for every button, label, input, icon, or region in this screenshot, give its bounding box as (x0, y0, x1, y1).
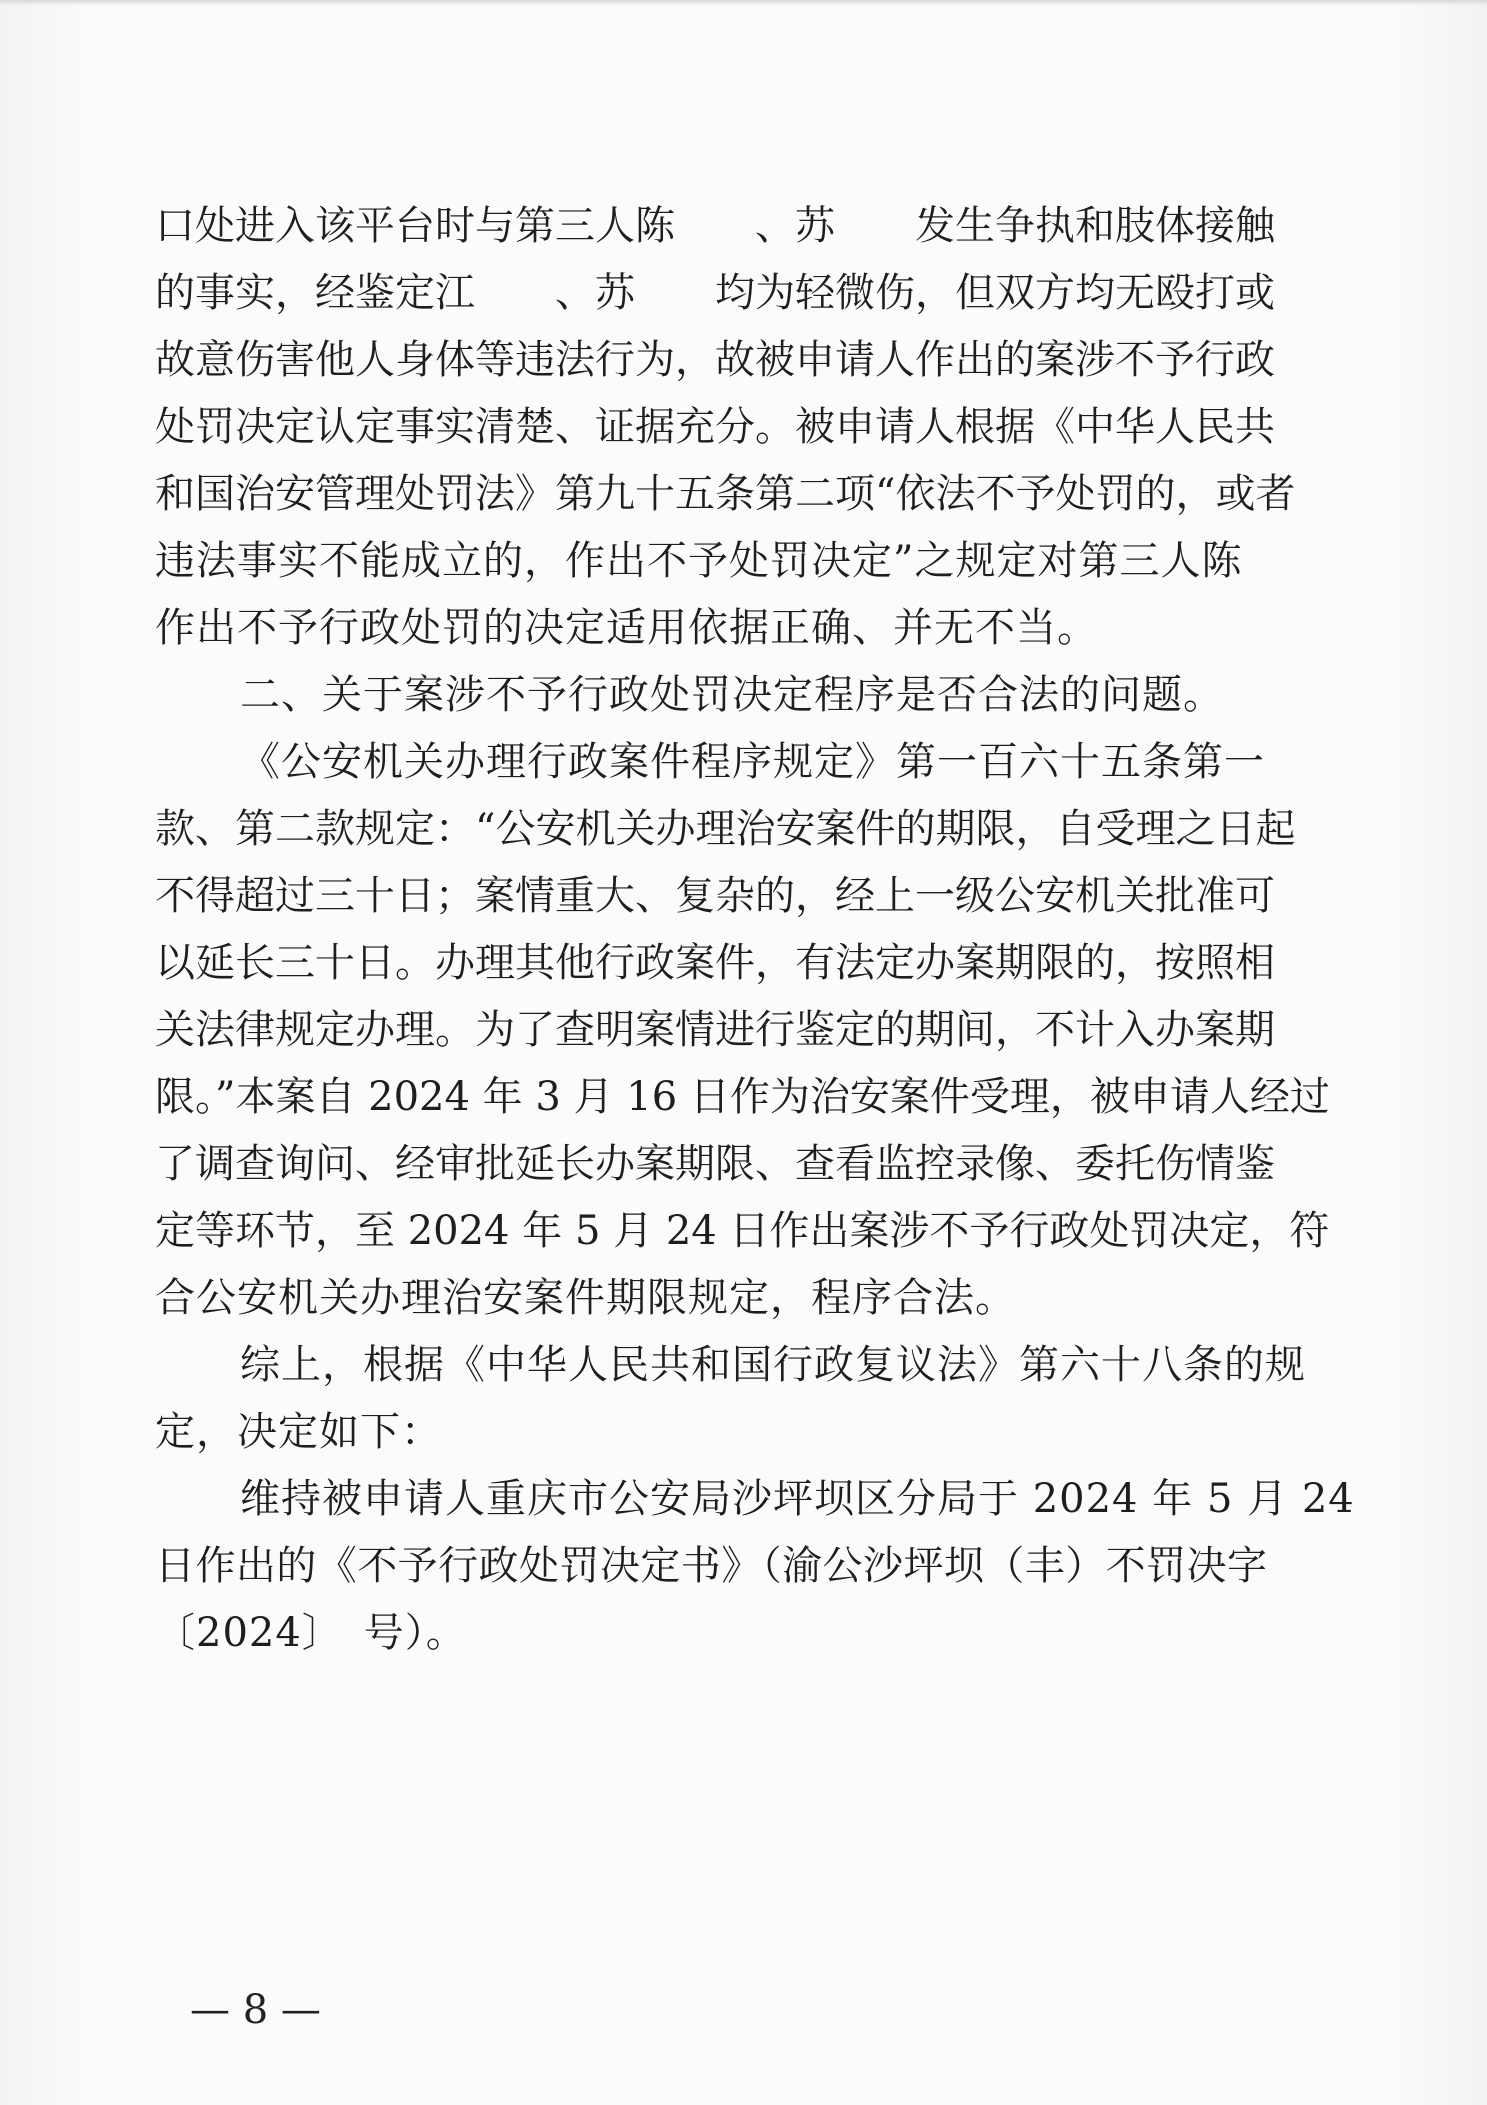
text-line: 不得超过三十日；案情重大、复杂的，经上一级公安机关批准可 (155, 873, 1275, 919)
text-line: 和国治安管理处罚法》第九十五条第二项“依法不予处罚的，或者 (155, 471, 1296, 517)
text-line: 定等环节，至 2024 年 5 月 24 日作出案涉不予行政处罚决定，符 (155, 1208, 1330, 1254)
text-line: 违法事实不能成立的，作出不予处罚决定”之规定对第三人陈 (155, 538, 1243, 584)
text-line: 款、第二款规定：“公安机关办理治安案件的期限，自受理之日起 (155, 806, 1296, 852)
text-line: 限。”本案自 2024 年 3 月 16 日作为治安案件受理，被申请人经过 (155, 1074, 1330, 1120)
text-line: 关法律规定办理。为了查明案情进行鉴定的期间，不计入办案期 (155, 1007, 1275, 1053)
text-line: 口处进入该平台时与第三人陈 、苏 发生争执和肢体接触 (155, 203, 1275, 249)
text-line: 合公安机关办理治安案件期限规定，程序合法。 (155, 1275, 1016, 1321)
decision-line: 维持被申请人重庆市公安局沙坪坝区分局于 2024 年 5 月 24 (240, 1476, 1355, 1522)
text-line: 综上，根据《中华人民共和国行政复议法》第六十八条的规 (240, 1342, 1306, 1388)
text-line: 作出不予行政处罚的决定适用依据正确、并无不当。 (155, 605, 1098, 651)
text-line: 故意伤害他人身体等违法行为，故被申请人作出的案涉不予行政 (155, 337, 1275, 383)
text-line: 《公安机关办理行政案件程序规定》第一百六十五条第一 (240, 739, 1265, 785)
scan-edge-shadow (0, 0, 1487, 6)
text-line: 定，决定如下： (155, 1409, 442, 1455)
decision-line: 〔2024〕 号）。 (155, 1610, 467, 1656)
text-line: 的事实，经鉴定江 、苏 均为轻微伤，但双方均无殴打或 (155, 270, 1275, 316)
section-heading: 二、关于案涉不予行政处罚决定程序是否合法的问题。 (240, 672, 1224, 718)
text-line: 以延长三十日。办理其他行政案件，有法定办案期限的，按照相 (155, 940, 1275, 986)
page-number: — 8 — (190, 1987, 321, 2033)
decision-line: 日作出的《不予行政处罚决定书》（渝公沙坪坝（丰）不罚决字 (155, 1543, 1267, 1589)
text-line: 了调查询问、经审批延长办案期限、查看监控录像、委托伤情鉴 (155, 1141, 1275, 1187)
text-line: 处罚决定认定事实清楚、证据充分。被申请人根据《中华人民共 (155, 404, 1275, 450)
